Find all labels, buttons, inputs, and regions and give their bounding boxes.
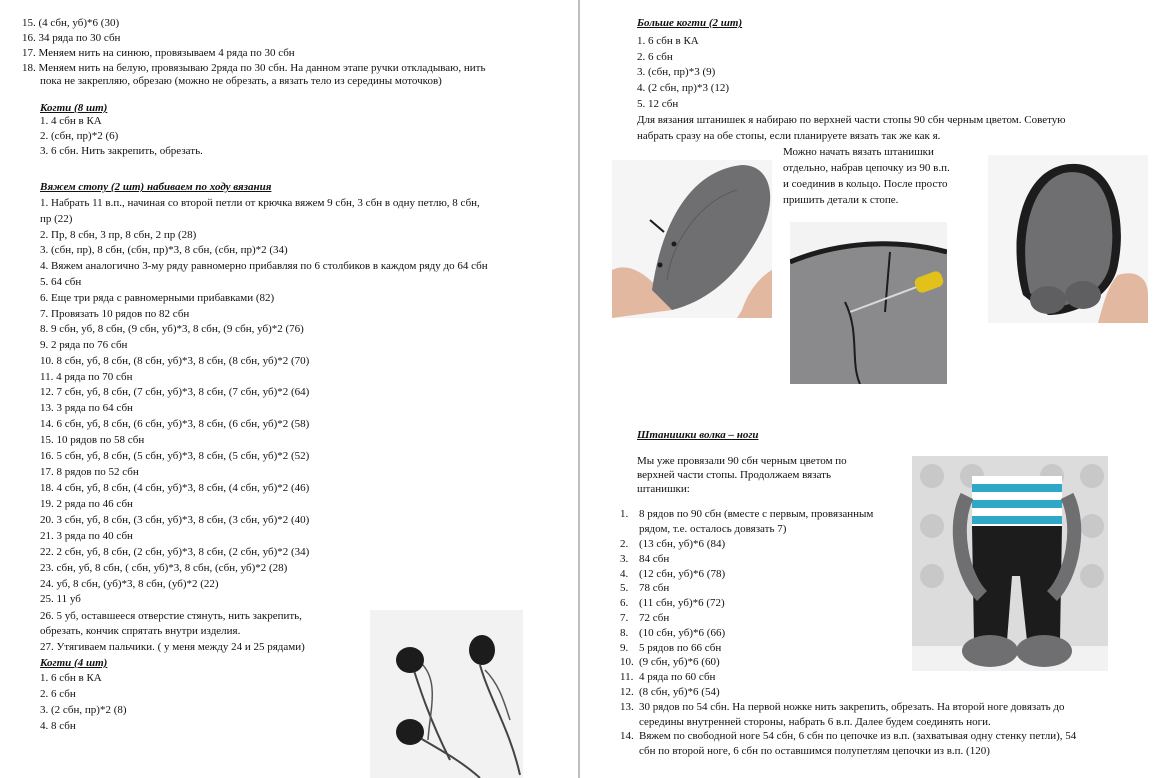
text-line: 5. 12 сбн [637, 98, 679, 110]
step-text: 4 ряда по 60 сбн [639, 671, 716, 684]
step-text: (11 сбн, уб)*6 (72) [639, 597, 725, 610]
text-line: 3. (2 сбн, пр)*2 (8) [40, 704, 127, 716]
text-line: 1. 6 сбн в КА [637, 35, 699, 47]
text-line: 4. 8 сбн [40, 720, 76, 732]
step-text: 72 сбн [639, 612, 670, 624]
instruction-line: 16. 5 сбн, уб, 8 сбн, (5 сбн, уб)*3, 8 сбн, (5 сбн, уб)*2 (52) [40, 450, 310, 462]
instruction-line: 22. 2 сбн, уб, 8 сбн, (2 сбн, уб)*3, 8 сбн, (2 сбн, уб)*2 (34) [40, 546, 310, 558]
section-heading: Вяжем стопу (2 шт) набиваем по ходу вязания [40, 181, 272, 193]
text-line: и соединив в кольцо. После просто [783, 178, 948, 190]
instruction-line: 18. 4 сбн, уб, 8 сбн, (4 сбн, уб)*3, 8 сбн, (4 сбн, уб)*2 (46) [40, 482, 310, 494]
foot-photo-outlined [988, 155, 1148, 323]
leg-step-line [620, 627, 725, 640]
instruction-line: 5. 64 сбн [40, 276, 82, 288]
step-text: 78 сбн [639, 582, 670, 595]
text-line: 3. (сбн, пр)*3 (9) [637, 66, 716, 78]
text-line: отдельно, набрав цепочку из 90 в.п. [783, 162, 950, 174]
leg-step-line: сбн по второй ноге, 6 сбн по оставшимся полупетлям цепочки из в.п. (120) [639, 745, 990, 758]
instruction-line: 12. 7 сбн, уб, 8 сбн, (7 сбн, уб)*3, 8 сбн, (7 сбн, уб)*2 (64) [40, 386, 310, 398]
instruction-line: 19. 2 ряда по 46 сбн [40, 498, 133, 510]
text-line: пришить детали к стопе. [783, 194, 899, 206]
instruction-line: 20. 3 сбн, уб, 8 сбн, (3 сбн, уб)*3, 8 сбн, (3 сбн, уб)*2 (40) [40, 514, 310, 526]
step-number: 7. [620, 612, 629, 624]
instruction-line: 13. 3 ряда по 64 сбн [40, 402, 133, 414]
instruction-line: обрезать, кончик спрятать внутри изделия. [40, 625, 241, 637]
text-line: 3. 6 сбн. Нить закрепить, обрезать. [40, 145, 203, 157]
text-line: 16. 34 ряда по 30 сбн [22, 32, 121, 44]
step-number: 9. [620, 641, 629, 654]
step-text: (10 сбн, уб)*6 (66) [639, 626, 726, 639]
leg-step-line [620, 686, 720, 699]
text-line: Мы уже провязали 90 сбн черным цветом по [637, 455, 847, 467]
leg-step-line [620, 582, 669, 595]
step-number: 2. [620, 538, 629, 550]
wolf-legs-photo [912, 456, 1108, 671]
section-heading: Больше когти (2 шт) [637, 17, 743, 29]
text-line: Для вязания штанишек я набираю по верхней части стопы 90 сбн черным цветом. Советую [637, 114, 1066, 126]
text-line: пока не закрепляю, обрезаю (можно не обрезать, а вязать тело из середины моточков) [40, 75, 442, 87]
text-line: 15. (4 сбн, уб)*6 (30) [22, 17, 120, 29]
leg-step-line [620, 671, 715, 684]
step-number: 14. [620, 730, 634, 743]
section-heading: Когти (4 шт) [40, 657, 108, 669]
instruction-line: 27. Утягиваем пальчики. ( у меня между 24 и 25 рядами) [40, 641, 305, 653]
leg-step-line [620, 701, 1065, 714]
claws-photo [370, 610, 523, 778]
text-line: верхней части стопы. Продолжаем вязать [637, 469, 831, 481]
instruction-line: 24. уб, 8 сбн, (уб)*3, 8 сбн, (уб)*2 (22) [40, 578, 219, 590]
leg-step-line [620, 508, 873, 521]
sewing-photo [790, 222, 947, 384]
step-text: 8 рядов по 90 сбн (вместе с первым, провязанным [639, 508, 874, 520]
step-text: 5 рядов по 66 сбн [639, 641, 722, 654]
text-line: 1. 6 сбн в КА [40, 672, 102, 684]
instruction-line: 15. 10 рядов по 58 сбн [40, 434, 145, 446]
step-text: (13 сбн, уб)*6 (84) [639, 538, 726, 550]
text-line: 17. Меняем нить на синюю, провязываем 4 ряда по 30 сбн [22, 47, 295, 59]
leg-step-line [620, 553, 669, 566]
instruction-line: 23. сбн, уб, 8 сбн, ( сбн, уб)*3, 8 сбн, (сбн, уб)*2 (28) [40, 562, 288, 574]
text-line: 4. (2 сбн, пр)*3 (12) [637, 82, 730, 94]
section-heading: Штанишки волка – ноги [637, 429, 759, 441]
leg-step-line [620, 538, 725, 551]
text-line: 2. (сбн, пр)*2 (6) [40, 130, 119, 142]
instruction-line: 8. 9 сбн, уб, 8 сбн, (9 сбн, уб)*3, 8 сбн, (9 сбн, уб)*2 (76) [40, 323, 304, 335]
foot-photo-hand [612, 160, 772, 318]
step-number: 3. [620, 552, 629, 565]
leg-step-line [620, 730, 1076, 743]
instruction-line: 14. 6 сбн, уб, 8 сбн, (6 сбн, уб)*3, 8 сбн, (6 сбн, уб)*2 (58) [40, 418, 310, 430]
instruction-line: 4. Вяжем аналогично 3-му ряду равномерно прибавляя по 6 столбиков в каждом ряду до 64 сбн [40, 260, 488, 272]
text-line: штанишки: [637, 483, 690, 495]
step-number: 1. [620, 508, 629, 520]
text-line: 1. 4 сбн в КА [40, 115, 102, 127]
step-text: (8 сбн, уб)*6 (54) [639, 686, 720, 698]
step-text: (9 сбн, уб)*6 (60) [639, 656, 720, 669]
instruction-line: 21. 3 ряда по 40 сбн [40, 530, 133, 542]
step-number: 11. [620, 671, 634, 684]
instruction-line: 10. 8 сбн, уб, 8 сбн, (8 сбн, уб)*3, 8 сбн, (8 сбн, уб)*2 (70) [40, 355, 310, 367]
text-line: 2. 6 сбн [40, 688, 76, 700]
text-line: 18. Меняем нить на белую, провязываю 2ряда по 30 сбн. На данном этапе ручки откладываю, нить [22, 62, 486, 74]
step-text: 30 рядов по 54 сбн. На первой ножке нить закрепить, обрезать. На второй ноге довязать до [639, 700, 1065, 713]
leg-step-line [620, 642, 721, 655]
step-text: 84 сбн [639, 552, 670, 565]
instruction-line: 25. 11 уб [40, 593, 81, 605]
step-number: 10. [620, 656, 634, 669]
step-number: 5. [620, 582, 629, 595]
step-text: (12 сбн, уб)*6 (78) [639, 567, 726, 580]
instruction-line: 6. Еще три ряда с равномерными прибавками (82) [40, 292, 275, 304]
right-page [580, 0, 1155, 778]
leg-step-line: рядом, т.е. осталось довязать 7) [639, 523, 787, 535]
section-heading: Когти (8 шт) [40, 102, 108, 114]
instruction-line: 9. 2 ряда по 76 сбн [40, 339, 128, 351]
instruction-line: 26. 5 уб, оставшееся отверстие стянуть, нить закрепить, [40, 610, 302, 622]
step-number: 4. [620, 567, 629, 580]
instruction-line: 11. 4 ряда по 70 сбн [40, 371, 133, 383]
text-line: 2. 6 сбн [637, 51, 673, 63]
instruction-line: 7. Провязать 10 рядов по 82 сбн [40, 308, 190, 320]
leg-step-line [620, 612, 669, 625]
instruction-line: 3. (сбн, пр), 8 сбн, (сбн, пр)*3, 8 сбн, (сбн, пр)*2 (34) [40, 244, 288, 256]
step-number: 12. [620, 686, 634, 698]
leg-step-line [620, 656, 720, 669]
step-number: 13. [620, 700, 634, 713]
instruction-line: пр (22) [40, 213, 73, 225]
instruction-line: 17. 8 рядов по 52 сбн [40, 466, 139, 478]
instruction-line: 2. Пр, 8 сбн, 3 пр, 8 сбн, 2 пр (28) [40, 229, 197, 241]
instruction-line: 1. Набрать 11 в.п., начиная со второй петли от крючка вяжем 9 сбн, 3 сбн в одну петлю, 8 сбн, [40, 197, 480, 209]
leg-step-line: середины внутренней стороны, набрать 6 в.п. Далее будем соединять ноги. [639, 715, 991, 728]
text-line: набрать сразу на обе стопы, если планируете вязать так же как я. [637, 130, 941, 142]
text-line: Можно начать вязать штанишки [783, 146, 934, 158]
step-number: 6. [620, 597, 629, 610]
leg-step-line [620, 597, 725, 610]
step-number: 8. [620, 626, 629, 639]
leg-step-line [620, 568, 725, 581]
step-text: Вяжем по свободной ноге 54 сбн, 6 сбн по цепочке из в.п. (захватывая одну стенку петли), 54 [639, 730, 1077, 743]
